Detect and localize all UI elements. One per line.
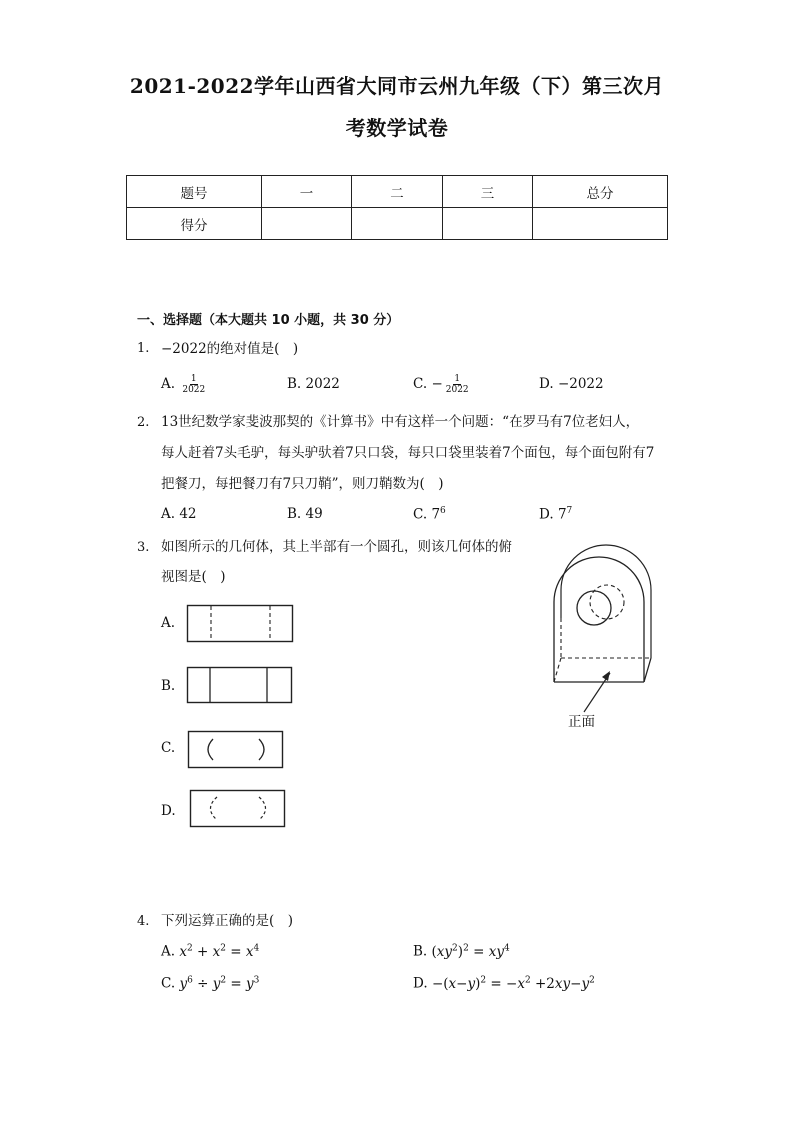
score-table-header: 二	[352, 176, 443, 208]
option-label: D.	[413, 975, 428, 992]
question-text-line: 视图是( )	[161, 569, 226, 585]
option-label: C.	[413, 376, 428, 392]
option-a[interactable]	[161, 506, 197, 522]
option-value: 2022	[305, 376, 340, 392]
option-label: B.	[413, 943, 428, 960]
score-table-header: 一	[262, 176, 352, 208]
question-text: 下列运算正确的是( )	[161, 913, 294, 929]
option-label: D.	[539, 506, 554, 523]
option-label: D.	[539, 376, 554, 392]
option-c[interactable]	[413, 374, 469, 395]
option-value: 42	[179, 506, 197, 522]
option-label: C.	[161, 975, 176, 992]
option-c-top-view-figure[interactable]	[187, 730, 284, 769]
option-a-top-view-figure[interactable]	[186, 604, 294, 643]
power-exponent: 7	[566, 506, 573, 516]
denominator: 2022	[182, 385, 206, 395]
math-expression: $(xy^2)^2 = xy^4$	[431, 943, 510, 960]
score-table-header: 总分	[533, 176, 668, 208]
front-view-label: 正面	[568, 714, 595, 730]
power-base: 7	[431, 506, 441, 523]
option-d-top-view-figure[interactable]	[189, 789, 286, 828]
math-expression: $-(x-y)^2 = -x^2 +2xy-y^2$	[431, 975, 595, 992]
math-expression: $x^2 + x^2 = x^4$	[179, 943, 260, 960]
math-expression: $y^6 \div y^2 = y^3$	[179, 975, 260, 992]
fraction	[182, 374, 205, 395]
question-text: −2022的绝对值是( )	[161, 341, 299, 357]
score-table-header-row	[127, 176, 668, 208]
score-cell[interactable]	[262, 208, 352, 240]
option-label: B.	[287, 506, 302, 522]
question-text-line: 每人赶着7头毛驴，每头驴驮着7只口袋，每只口袋里装着7个面包，每个面包附有7	[161, 445, 655, 461]
option-label: A.	[161, 943, 176, 960]
power-exponent: 6	[440, 506, 446, 516]
option-value: 49	[305, 506, 323, 522]
option-b[interactable]	[287, 376, 340, 392]
fraction	[446, 374, 469, 395]
option-d[interactable]	[539, 376, 604, 392]
minus-sign: −	[431, 376, 443, 392]
option-b[interactable]	[161, 678, 175, 694]
option-b[interactable]	[287, 506, 323, 522]
numerator: 1	[454, 374, 461, 384]
power-base: 7	[557, 506, 567, 523]
score-table-score-row	[127, 208, 668, 240]
question-number: 2.	[137, 415, 150, 430]
option-label: B.	[287, 376, 302, 392]
score-cell[interactable]	[352, 208, 443, 240]
option-d[interactable]	[539, 506, 572, 523]
option-label: A.	[161, 506, 176, 522]
option-a[interactable]	[161, 943, 259, 960]
question-number: 4.	[137, 914, 150, 929]
page-title-line-1: 2021-2022学年山西省大同市云州九年级（下）第三次月	[129, 74, 665, 98]
question-number: 1.	[137, 341, 150, 356]
page-title-line-2: 考数学试卷	[345, 116, 449, 140]
option-label: A.	[161, 376, 176, 392]
option-a[interactable]	[161, 374, 205, 395]
option-label: B.	[161, 678, 176, 694]
option-b[interactable]	[413, 943, 510, 960]
option-c[interactable]	[161, 975, 259, 992]
option-d[interactable]	[161, 803, 176, 819]
option-a[interactable]	[161, 615, 175, 631]
score-table-header: 三	[443, 176, 533, 208]
option-d[interactable]	[413, 975, 595, 992]
option-c[interactable]	[413, 506, 446, 523]
option-label: C.	[413, 506, 428, 523]
question-number: 3.	[137, 540, 150, 555]
geometric-solid-figure	[548, 540, 668, 740]
question-text-line: 把餐刀，每把餐刀有7只刀鞘”，则刀鞘数为( )	[161, 476, 444, 492]
option-label: C.	[161, 740, 176, 756]
option-c[interactable]	[161, 740, 175, 756]
option-b-top-view-figure[interactable]	[186, 666, 293, 704]
score-table	[126, 175, 668, 240]
option-label: D.	[161, 803, 176, 819]
score-cell[interactable]	[533, 208, 668, 240]
numerator: 1	[190, 374, 197, 384]
score-row-label: 得分	[127, 208, 262, 240]
score-cell[interactable]	[443, 208, 533, 240]
question-text-line: 如图所示的几何体，其上半部有一个圆孔，则该几何体的俯	[161, 539, 512, 555]
option-value: −2022	[557, 376, 604, 392]
score-table-header: 题号	[127, 176, 262, 208]
denominator: 2022	[445, 385, 469, 395]
section-heading: 一、选择题（本大题共 10 小题，共 30 分）	[137, 313, 400, 328]
question-text-line: 13世纪数学家斐波那契的《计算书》中有这样一个问题：“在罗马有7位老妇人，	[161, 414, 640, 430]
option-label: A.	[161, 615, 176, 631]
